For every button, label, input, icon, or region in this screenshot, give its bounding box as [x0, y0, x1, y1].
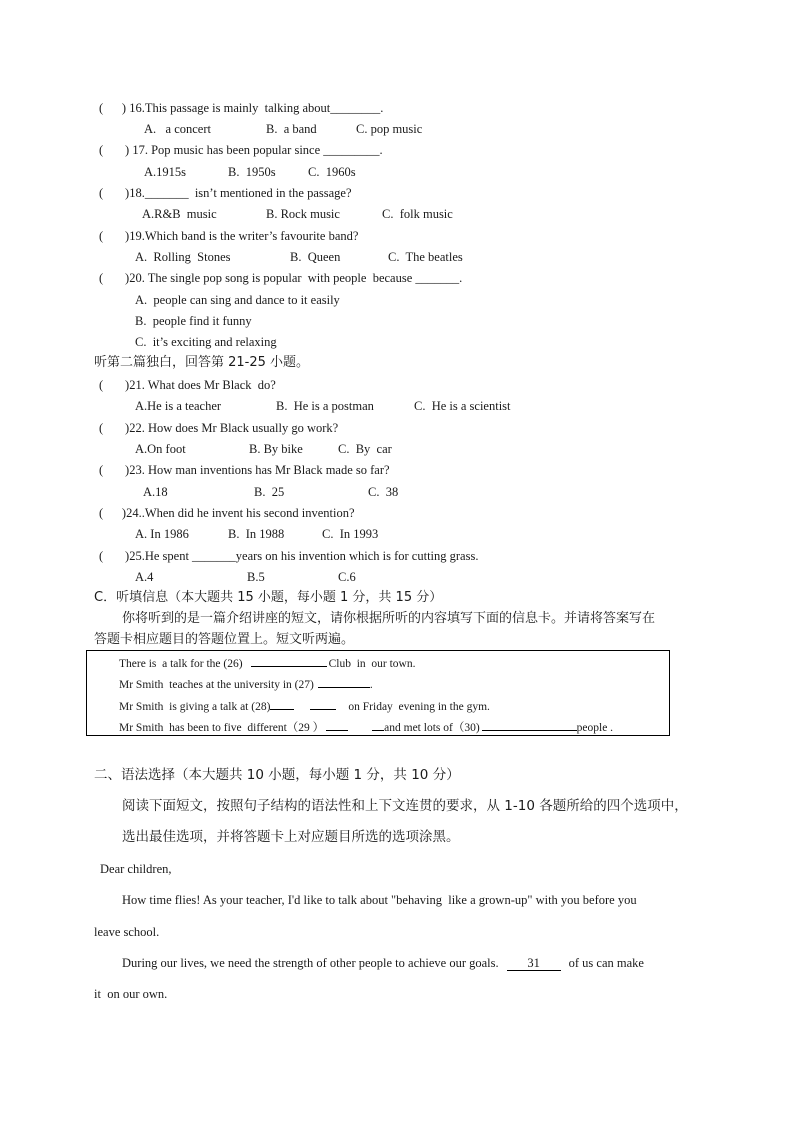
question-stem: ( ) 16.This passage is mainly talking about________.	[99, 101, 384, 115]
blank-31[interactable]: 31	[507, 957, 561, 971]
passage-text: of us can make	[568, 956, 644, 970]
option-b: B. Rock music	[266, 207, 340, 221]
info-card-text: Mr Smith has been to five different（29 ）	[119, 722, 325, 734]
option-c: C. pop music	[356, 122, 423, 136]
info-card-line-26	[119, 655, 415, 672]
passage-line: leave school.	[94, 925, 160, 939]
section-c-instruction: 你将听到的是一篇介绍讲座的短文，请你根据所听的内容填写下面的信息卡。并请将答案写在	[122, 611, 656, 626]
option-c: C. The beatles	[388, 250, 463, 264]
answer-blank-26[interactable]	[251, 655, 327, 667]
section-c-heading: C．听填信息（本大题共 15 小题，每小题 1 分，共 15 分）	[94, 590, 443, 605]
question-stem: ( )22. How does Mr Black usually go work?	[99, 421, 339, 435]
option-c: C. folk music	[382, 207, 453, 221]
option-c: C. In 1993	[322, 527, 379, 541]
info-card-text: and met lots of（30)	[384, 722, 480, 734]
info-card-text: Mr Smith is giving a talk at (28)	[119, 701, 271, 713]
option-a: A. people can sing and dance to it easily	[135, 293, 340, 307]
answer-blank-27[interactable]	[318, 676, 370, 688]
info-card-line-29-30	[119, 719, 613, 736]
question-stem: ( )25.He spent _______years on his invention which is for cutting grass.	[99, 549, 479, 563]
info-card-text: Mr Smith teaches at the university in (27)	[119, 679, 314, 691]
option-c: C. 38	[368, 485, 399, 499]
option-c: C. He is a scientist	[414, 399, 511, 413]
info-card-text: .	[369, 679, 373, 691]
question-stem: ( ) 17. Pop music has been popular since _________.	[99, 143, 383, 157]
info-card-text: There is a talk for the (26)	[119, 658, 243, 670]
info-card-line-28	[119, 698, 490, 715]
option-a: A.On foot	[135, 442, 186, 456]
option-b: B. He is a postman	[276, 399, 374, 413]
section-b-heading: 听第二篇独白，回答第 21-25 小题。	[94, 355, 310, 370]
question-stem: ( )19.Which band is the writer’s favourite band?	[99, 229, 359, 243]
option-a: A.He is a teacher	[135, 399, 222, 413]
info-card-text: Club in our town.	[328, 658, 416, 670]
option-b: B. 1950s	[228, 165, 276, 179]
option-b: B. people find it funny	[135, 314, 252, 328]
info-card-text: on Friday evening in the gym.	[348, 701, 490, 713]
option-c: C. By car	[338, 442, 392, 456]
option-b: B. a band	[266, 122, 317, 136]
option-c: C. it’s exciting and relaxing	[135, 335, 277, 349]
option-b: B.5	[247, 570, 265, 584]
option-a: A.18	[143, 485, 168, 499]
passage-line: it on our own.	[94, 987, 168, 1001]
info-card-text: people .	[576, 722, 614, 734]
option-a: A.4	[135, 570, 154, 584]
answer-blank-30[interactable]	[482, 719, 577, 731]
option-b: B. 25	[254, 485, 285, 499]
passage-text: During our lives, we need the strength of other people to achieve our goals.	[122, 956, 499, 970]
question-stem: ( )23. How man inventions has Mr Black made so far?	[99, 463, 390, 477]
option-b: B. By bike	[249, 442, 303, 456]
passage-line	[122, 955, 644, 971]
info-card-line-27	[119, 676, 373, 693]
grammar-heading: 二、语法选择（本大题共 10 小题，每小题 1 分，共 10 分）	[94, 767, 460, 783]
option-a: A. Rolling Stones	[135, 250, 231, 264]
option-b: B. Queen	[290, 250, 341, 264]
answer-blank-28b[interactable]	[310, 698, 336, 710]
answer-blank-28a[interactable]	[270, 698, 294, 710]
option-a: A. In 1986	[135, 527, 189, 541]
option-a: A. a concert	[144, 122, 211, 136]
question-stem: ( )18._______ isn’t mentioned in the passage?	[99, 186, 352, 200]
option-a: A.R&B music	[142, 207, 217, 221]
option-c: C.6	[338, 570, 356, 584]
answer-blank-29a[interactable]	[326, 719, 348, 731]
grammar-instruction: 阅读下面短文，按照句子结构的语法性和上下文连贯的要求，从 1-10 各题所给的四个选项中，	[122, 798, 688, 814]
question-stem: ( )20. The single pop song is popular with people because _______.	[99, 271, 463, 285]
letter-salutation: Dear children,	[100, 862, 172, 876]
grammar-instruction: 选出最佳选项，并将答题卡上对应题目所选的选项涂黑。	[122, 829, 460, 845]
question-stem: ( )21. What does Mr Black do?	[99, 378, 276, 392]
answer-blank-29b[interactable]	[372, 719, 384, 731]
section-c-instruction: 答题卡相应题目的答题位置上。短文听两遍。	[94, 632, 355, 647]
option-c: C. 1960s	[308, 165, 356, 179]
option-b: B. In 1988	[228, 527, 285, 541]
passage-line: How time flies! As your teacher, I'd like to talk about "behaving like a grown-up" with you before you	[122, 893, 637, 907]
question-stem: ( )24..When did he invent his second invention?	[99, 506, 355, 520]
option-a: A.1915s	[144, 165, 187, 179]
